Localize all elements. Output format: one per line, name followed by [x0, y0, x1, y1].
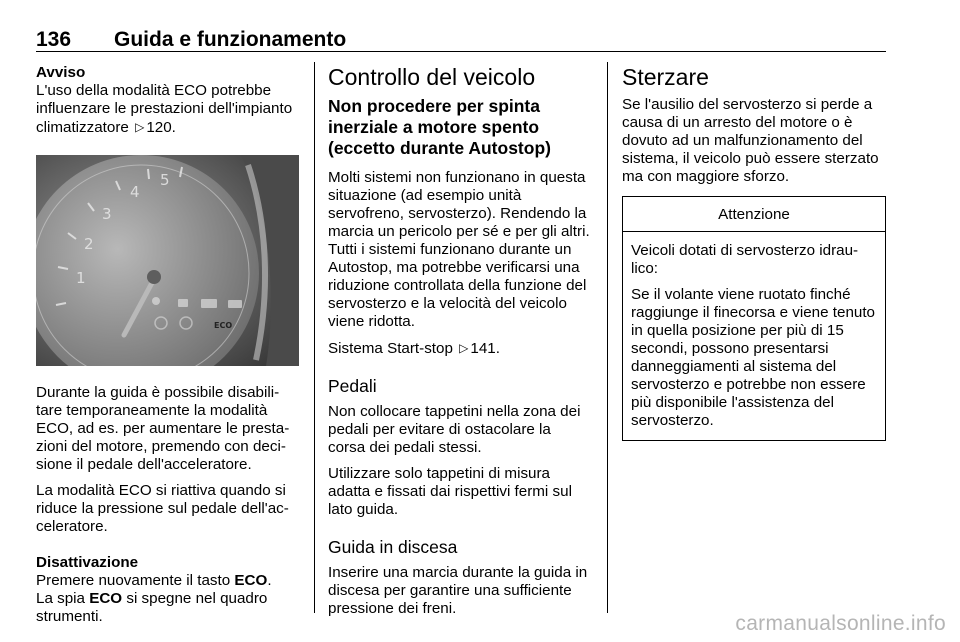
warning-box	[622, 196, 886, 441]
section-title: Sterzare	[622, 64, 709, 90]
svg-text:4: 4	[130, 183, 140, 201]
page-number: 136	[36, 28, 72, 51]
column-divider-1	[314, 62, 315, 613]
paragraph: Inserire una marcia durante la guida in discesa per garantire una sufficiente pressione dei freni.	[328, 564, 588, 617]
ref-triangle-icon: ▷	[135, 120, 145, 134]
svg-text:3: 3	[102, 205, 112, 223]
eco-indicator-label: ECO	[214, 321, 233, 330]
paragraph: La modalità ECO si riattiva quando si riduce la pressione sul pedale dell'acceleratore.	[36, 482, 289, 535]
ref-triangle-icon: ▷	[459, 341, 469, 355]
paragraph: Se l'ausilio del servosterzo si perde a causa di un arresto del motore o è dovuto ad un malfunzionamento del sistema, il veicolo può essere sterzato ma con maggiore sforzo.	[622, 96, 879, 185]
page-title: Guida e funzionamento	[114, 28, 347, 51]
subsection-title: Guida in discesa	[328, 537, 458, 557]
instrument-cluster-photo	[36, 155, 299, 366]
warning-text: Se il volante viene ruotato finché raggiunge il finecorsa e viene tenuto in quella posizione per più di 15 secondi, possono presentarsi danneggiamenti al sistema del servosterzo e potrebbe non essere più disponibile l'assistenza del servosterzo.	[631, 286, 876, 429]
cross-reference: Sistema Start-stop ▷ 141.	[328, 340, 500, 357]
subsection-title: Non procedere per spinta inerziale a motore spento (eccetto durante Autostop)	[328, 96, 551, 158]
column-3	[622, 64, 886, 441]
paragraph: Durante la guida è possibile disabilitare temporaneamente la modalità ECO, ad es. per aumentare le prestazioni del motore, premendo con decisione il pedale dell'acceleratore.	[36, 384, 290, 473]
paragraph: Molti sistemi non funzionano in questa situazione (ad esempio unità servofreno, servosterzo). Rendendo la marcia un pericolo per sé e per gli altri. Tutti i sistemi funzionano durante un Autostop, ma potrebbe verificarsi una riduzione controllata della funzione del servosterzo e la velocità del veicolo viene ridotta.	[328, 169, 590, 330]
note-title: Avviso	[36, 64, 86, 81]
column-divider-2	[607, 62, 608, 613]
column-2	[328, 64, 592, 618]
section-title: Controllo del veicolo	[328, 64, 536, 90]
header-rule	[36, 51, 886, 52]
svg-text:2: 2	[84, 235, 94, 253]
paragraph: Non collocare tappetini nella zona dei pedali per evitare di ostacolare la corsa dei pedali stessi.	[328, 403, 581, 456]
subheading-deactivation: Disattivazione	[36, 554, 139, 571]
paragraph: Utilizzare solo tappetini di misura adatta e fissati dai rispettivi fermi sul lato guida.	[328, 465, 572, 518]
svg-text:5: 5	[160, 171, 170, 189]
subsection-title: Pedali	[328, 376, 377, 396]
warning-text: Veicoli dotati di servosterzo idraulico:	[631, 242, 859, 277]
svg-text:1: 1	[76, 269, 86, 287]
column-1	[36, 64, 300, 626]
watermark: carmanualsonline.info	[735, 612, 946, 635]
note-text: L'uso della modalità ECO potrebbe influenzare le prestazioni dell'impianto climatizzatore ▷ 120.	[36, 82, 293, 136]
warning-title: Attenzione	[623, 197, 885, 232]
warning-body	[623, 232, 885, 440]
deactivation-text: Premere nuovamente il tasto ECO. La spia ECO si spegne nel quadro strumenti.	[36, 572, 272, 625]
